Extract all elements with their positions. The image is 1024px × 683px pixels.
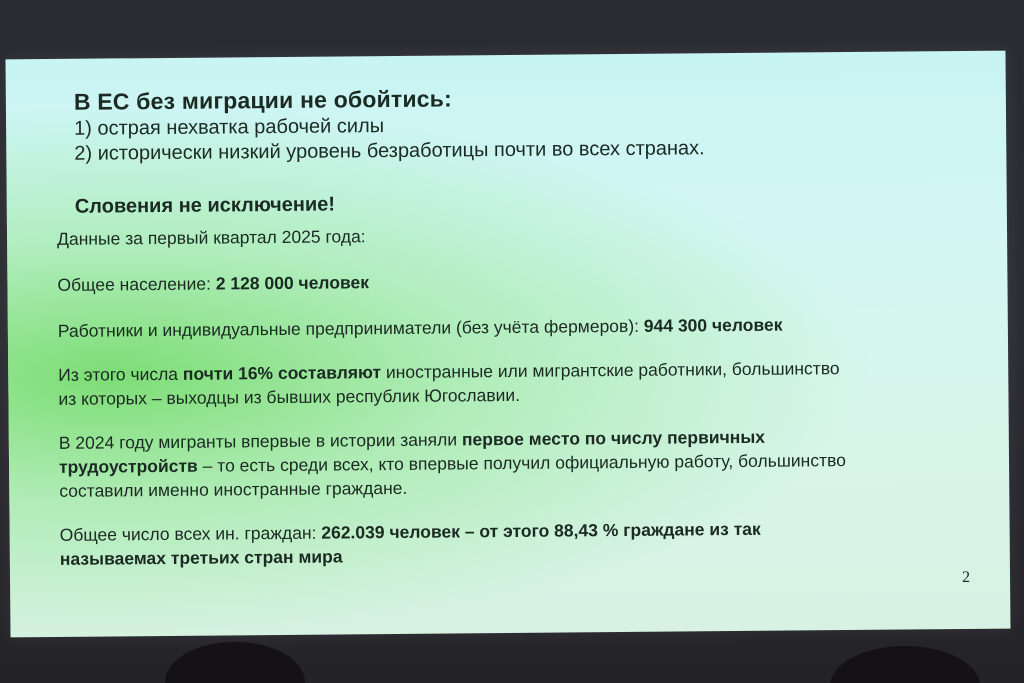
first-jobs-rest: – то есть среди всех, кто впервые получил официальную работу, большинство составили именно иностранные граждане. — [59, 450, 846, 501]
population-value: 2 128 000 человек — [215, 272, 370, 294]
slide-heading: В ЕС без миграции не обойтись: — [73, 85, 453, 115]
population-label: Общее население: — [57, 273, 216, 295]
share-paragraph — [58, 356, 848, 411]
first-jobs-intro: В 2024 году мигранты впервые в истории заняли — [58, 429, 463, 453]
list-item-1: 1) острая нехватка рабочей силы — [74, 115, 385, 140]
audience-head-left — [165, 642, 305, 683]
projection-screen — [5, 51, 1010, 638]
list-item-2: 2) исторически низкий уровень безработицы почти во всех странах. — [74, 137, 705, 165]
workers-paragraph — [58, 312, 848, 343]
foreigners-value: 262.039 человек – от этого 88,43 % граждане из так называемах третьих стран мира — [59, 518, 761, 569]
population-paragraph — [57, 266, 847, 297]
first-jobs-bold: первое место по числу первичных трудоустройств — [58, 426, 766, 477]
slide-content — [56, 81, 970, 571]
page-number: 2 — [961, 568, 971, 587]
audience-head-right — [830, 646, 980, 683]
share-intro: Из этого числа — [58, 363, 183, 385]
workers-label: Работники и индивидуальные предприниматели (без учёта фермеров): — [57, 315, 644, 341]
first-jobs-paragraph — [59, 424, 850, 503]
slide-subheading: Словения не исключение! — [74, 193, 336, 218]
workers-value: 944 300 человек — [643, 314, 783, 336]
share-bold: почти 16% составляют — [182, 362, 382, 384]
foreigners-paragraph — [60, 516, 850, 571]
period-text: Данные за первый квартал 2025 года: — [56, 226, 366, 249]
share-rest: иностранные или мигрантские работники, большинство из которых – выходцы из бывших республик Югославии. — [58, 358, 840, 409]
foreigners-label: Общее число всех ин. граждан: — [59, 522, 322, 545]
